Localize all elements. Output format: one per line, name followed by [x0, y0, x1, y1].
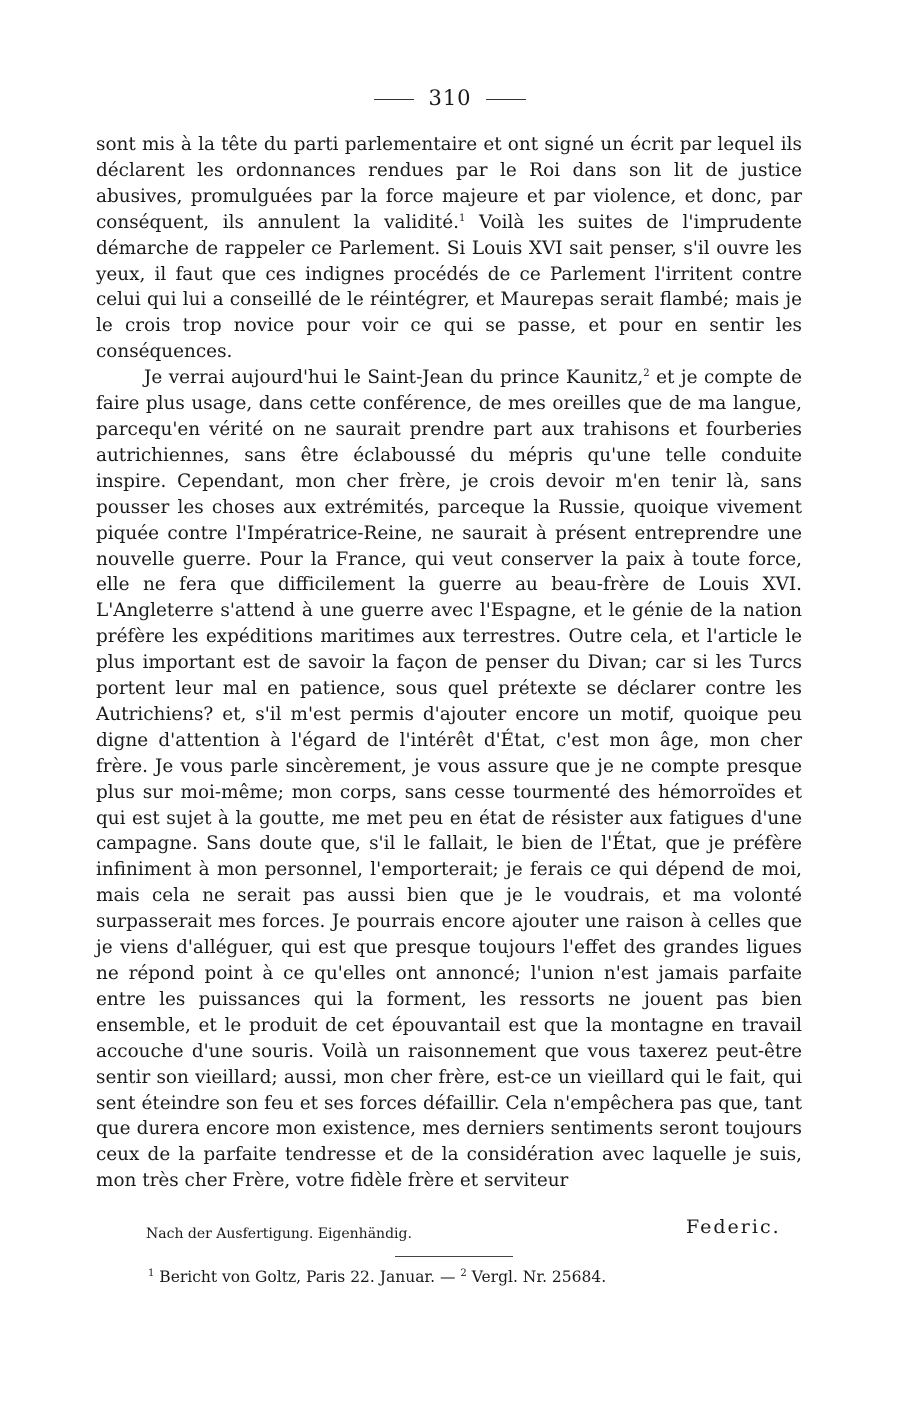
- page-number: 310: [428, 86, 472, 110]
- header-dash-right: [486, 99, 526, 100]
- footnotes: [148, 1268, 606, 1286]
- footnote-divider: [395, 1256, 513, 1257]
- letter-body: [96, 132, 802, 1194]
- footnote-text-2: Vergl. Nr. 25684.: [466, 1268, 607, 1286]
- footnote-marker-1: 1: [148, 1267, 155, 1279]
- footnote-marker-2: 2: [460, 1267, 467, 1279]
- footnote-reference-1: 1: [459, 212, 466, 224]
- footnote-reference-2: 2: [643, 368, 650, 380]
- paragraph-2: [96, 365, 802, 1194]
- source-note: Nach der Ausfertigung. Eigenhändig.: [146, 1226, 412, 1242]
- paragraph-1-text-b: Voilà les suites de l'imprudente démarche de rappeler ce Parlement. Si Louis XVI sait penser, s'il ouvre les yeux, il faut que ces indignes procédés de ce Parlement l'irritent contre celui qui lui a conseillé de le réintégrer, et Maurepas serait flambé; mais je le crois trop novice pour voir ce qui se passe, et pour en sentir les conséquences.: [96, 211, 802, 363]
- signature: Federic.: [686, 1216, 781, 1238]
- header-dash-left: [374, 99, 414, 100]
- paragraph-2-text-a: Je verrai aujourd'hui le Saint-Jean du prince Kaunitz,: [144, 367, 644, 389]
- footnote-text-1: Bericht von Goltz, Paris 22. Januar. —: [154, 1268, 461, 1286]
- paragraph-1-text-a: sont mis à la tête du parti parlementaire et ont signé un écrit par lequel ils déclarent les ordonnances rendues par le Roi dans son lit de justice abusives, promulguées par la force majeure et par violence, et donc, par conséquent, ils annulent la validité.: [96, 134, 802, 233]
- paragraph-1: [96, 132, 802, 365]
- paragraph-2-text-b: et je compte de faire plus usage, dans cette conférence, de mes oreilles que de ma langue, parcequ'en vérité on ne saurait prendre part aux trahisons et fourberies autrichiennes, sans être éclaboussé du mépris qu'une telle conduite inspire. Cependant, mon cher frère, je crois devoir m'en tenir là, sans pousser les choses aux extrémités, parceque la Russie, quoique vivement piquée contre l'Impératrice-Reine, ne saurait à présent entreprendre une nouvelle guerre. Pour la France, qui veut conserver la paix à toute force, elle ne fera que difficilement la guerre au beau-frère de Louis XVI. L'Angleterre s'attend à une guerre avec l'Espagne, et le génie de la nation préfère les expéditions maritimes aux terrestres. Outre cela, et l'article le plus important est de savoir la façon de penser du Divan; car si les Turcs portent leur mal en patience, sous quel prétexte se déclarer contre les Autrichiens? et, s'il m'est permis d'ajouter encore un motif, quoique peu digne d'attention à l'égard de l'intérêt d'État, c'est mon âge, mon cher frère. Je vous parle sincèrement, je vous assure que je ne compte presque plus sur moi-même; mon corps, sans cesse tourmenté des hémorroïdes et qui est sujet à la goutte, me met peu en état de résister aux fatigues d'une campagne. Sans doute que, s'il le fallait, le bien de l'État, que je préfère infiniment à mon personnel, l'emporterait; je ferais ce qui dépend de moi, mais cela ne serait pas aussi bien que je le voudrais, et ma volonté surpasserait mes forces. Je pourrais encore ajouter une raison à celles que je viens d'alléguer, qui est que presque toujours l'effet des grandes ligues ne répond point à ce qu'elles ont annoncé; l'union n'est jamais parfaite entre les puissances qui la forment, les ressorts ne jouent pas bien ensemble, et le produit de cet épouvantail est que la montagne en travail accouche d'une souris. Voilà un raisonnement que vous taxerez peut-être sentir son vieillard; aussi, mon cher frère, est-ce un vieillard qui le fait, qui sent éteindre son feu et ses forces défaillir. Cela n'empêchera pas que, tant que durera encore mon existence, mes derniers sentiments seront toujours ceux de la parfaite tendresse et de la considération avec laquelle je suis, mon très cher Frère, votre fidèle frère et serviteur: [96, 367, 802, 1192]
- page-header: [0, 86, 900, 110]
